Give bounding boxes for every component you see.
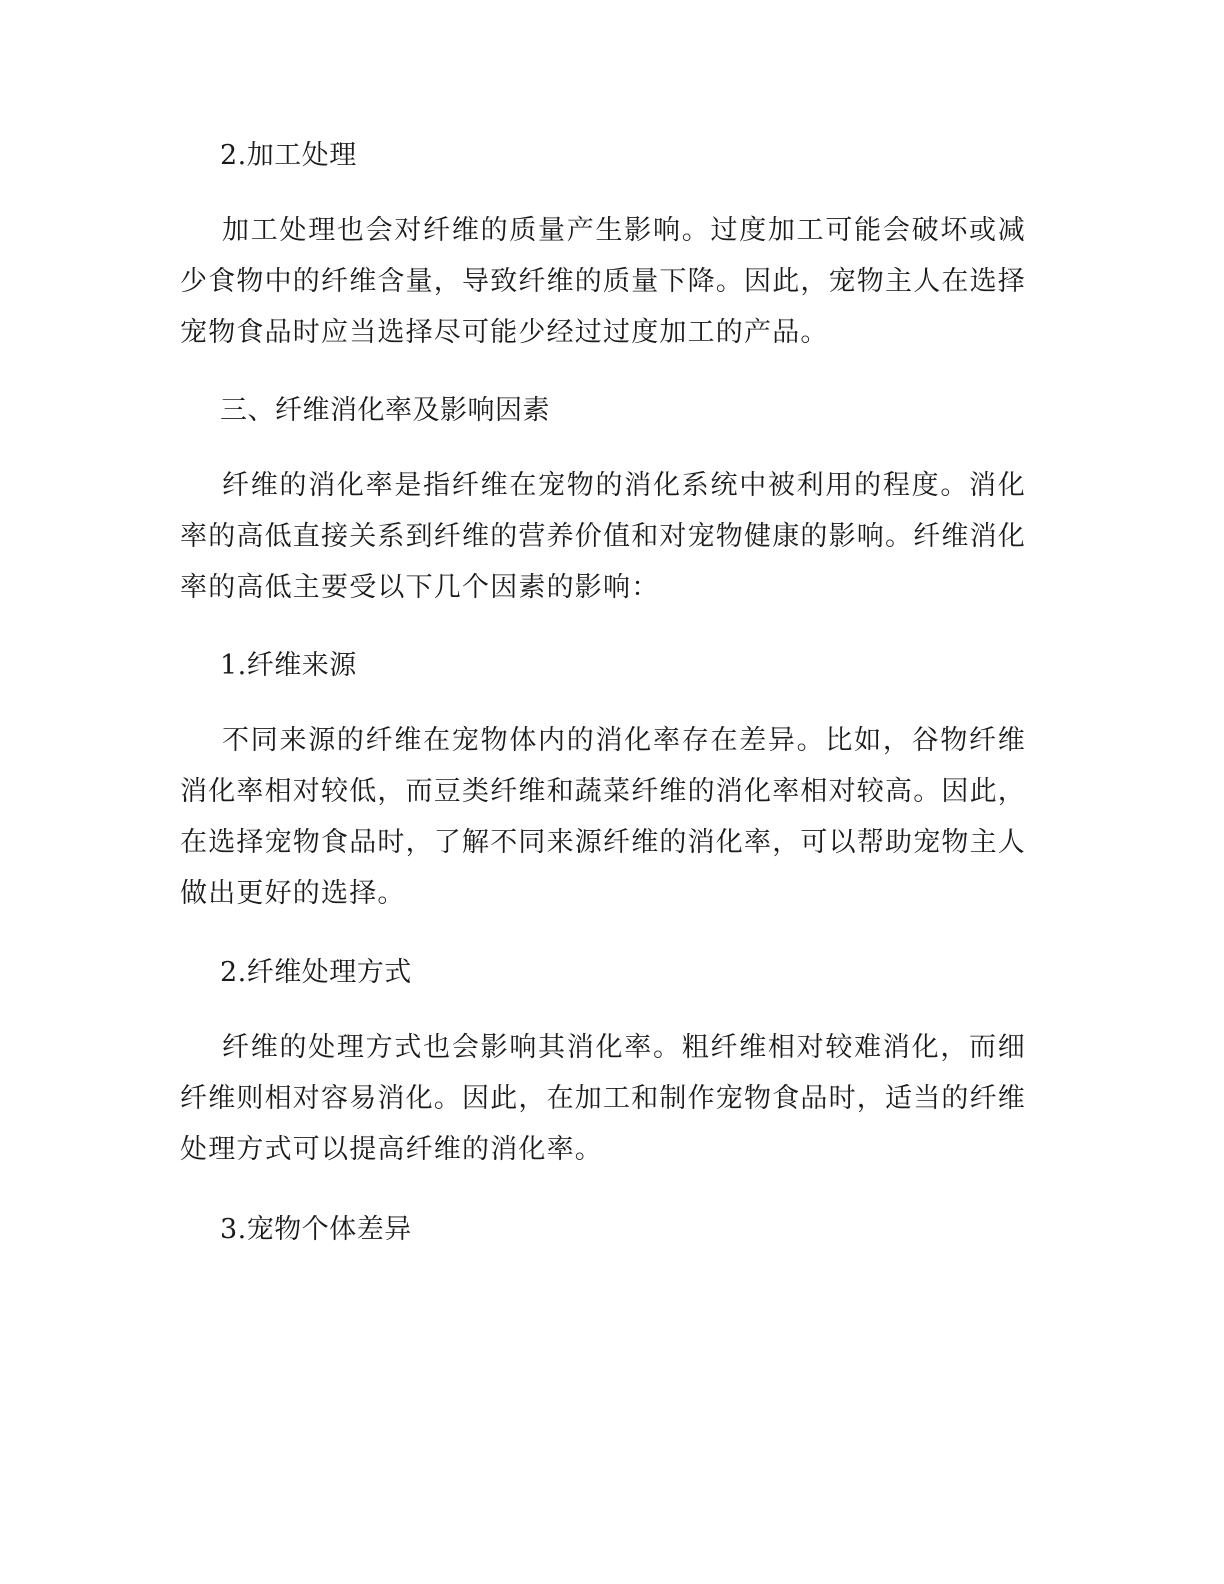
- body-paragraph: 纤维的消化率是指纤维在宠物的消化系统中被利用的程度。消化率的高低直接关系到纤维的营养价值和对宠物健康的影响。纤维消化率的高低主要受以下几个因素的影响：: [180, 470, 1026, 603]
- body-paragraph: 纤维的处理方式也会影响其消化率。粗纤维相对较难消化，而细纤维则相对容易消化。因此，在加工和制作宠物食品时，适当的纤维处理方式可以提高纤维的消化率。: [180, 1032, 1026, 1165]
- section-heading: 2.加工处理: [220, 140, 357, 171]
- body-paragraph: 加工处理也会对纤维的质量产生影响。过度加工可能会破坏或减少食物中的纤维含量，导致纤维的质量下降。因此，宠物主人在选择宠物食品时应当选择尽可能少经过过度加工的产品。: [180, 215, 1026, 348]
- section-heading: 3.宠物个体差异: [220, 1214, 412, 1245]
- section-heading: 1.纤维来源: [220, 650, 357, 681]
- section-heading: 2.纤维处理方式: [220, 957, 412, 988]
- body-paragraph: 不同来源的纤维在宠物体内的消化率存在差异。比如，谷物纤维消化率相对较低，而豆类纤维和蔬菜纤维的消化率相对较高。因此，在选择宠物食品时，了解不同来源纤维的消化率，可以帮助宠物主人做出更好的选择。: [180, 725, 1026, 909]
- section-heading: 三、纤维消化率及影响因素: [220, 395, 550, 426]
